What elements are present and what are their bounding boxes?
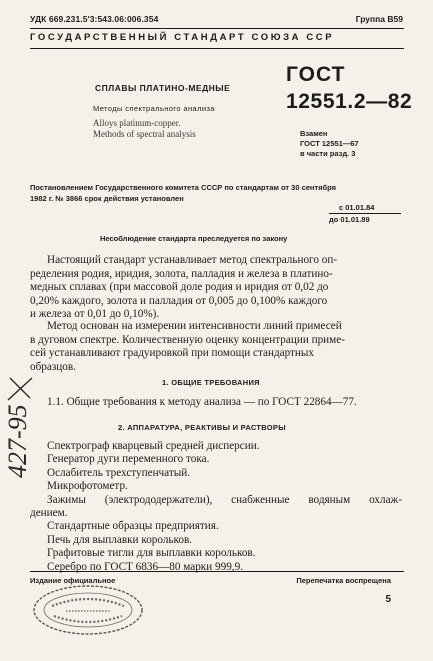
intro-p2-line2: в дуговом спектре. Количественную оценку концентрации приме- [30,333,345,346]
list-item: Серебро по ГОСТ 6836—80 марки 999,9. [47,560,243,573]
intro-p1-line5: и железа от 0,01 до 0,10%). [30,308,160,320]
validity-dates [329,202,401,225]
noncompliance-notice: Несоблюдение стандарта преследуется по закону [100,234,288,243]
title-en [93,118,196,140]
list-item: Графитовые тигли для выплавки корольков. [47,547,256,560]
list-item: Ослабитель трехступенчатый. [47,466,191,479]
edition-note: Издание официальное [30,576,116,585]
decree-line2: 1982 г. № 3866 срок действия установлен [30,194,184,203]
list-item: Микрофотометр. [47,480,128,493]
section-1-heading: 1. ОБЩИЕ ТРЕБОВАНИЯ [162,378,260,387]
date-from: с 01.01.84 [339,203,375,212]
intro-p1-line2: ределения родия, иридия, золота, палладия и железа в платино- [30,267,333,280]
udk-code: УДК 669.231.5'3:543.06:006.354 [30,14,159,24]
decree-text [30,182,402,204]
list-item: Печь для выплавки корольков. [47,533,193,546]
date-to: до 01.01.89 [329,215,370,224]
section-1-item: 1.1. Общие требования к методу анализа — по ГОСТ 22864—77. [47,396,357,408]
intro-paragraph-1 [30,254,402,322]
group-code: Группа В59 [355,14,403,24]
intro-p1-line3: медных сплавах (при массовой доле родия и иридия от 0,02 до [30,281,329,293]
list-item: Спектрограф кварцевый средней дисперсии. [47,440,260,452]
replacement-line1: Взамен [300,129,328,138]
intro-p1-line4: 0,20% каждого, золота и палладия от 0,005 до 0,100% каждого [30,294,328,307]
header-rule-bottom [30,48,404,49]
title-en-line1: Alloys platinum-copper. [93,118,181,128]
replacement-line2: ГОСТ 12551—67 [300,139,359,148]
intro-p2-line4: образцов. [30,360,76,373]
list-item: Генератор дуги переменного тока. [47,453,210,466]
intro-p2-line3: сей устанавливают градуировкой при помощи стандартных [30,347,315,359]
intro-paragraph-2 [30,320,402,374]
standard-line: ГОСУДАРСТВЕННЫЙ СТАНДАРТ СОЮЗА ССР [30,32,335,43]
decree-line1: Постановлением Государственного комитета СССР по стандартам от 30 сентября [30,183,337,192]
page-number: 5 [385,594,391,605]
header-rule-top [30,28,404,29]
title-ru-main: СПЛАВЫ ПЛАТИНО-МЕДНЫЕ [95,83,231,93]
replacement-line3: в части разд. 3 [300,149,356,158]
library-stamp [32,584,144,636]
gost-label: ГОСТ [286,63,346,86]
list-item: Стандартные образцы предприятия. [47,520,219,533]
footer-rule [30,571,404,572]
intro-p2-line1: Метод основан на измерении интенсивности линий примесей [47,320,342,332]
replacement-note [300,129,359,159]
handwritten-mark [2,338,36,488]
section-2-heading: 2. АППАРАТУРА, РЕАКТИВЫ И РАСТВОРЫ [118,423,286,432]
list-item: Зажимы (электрододержатели), снабженные водяным охлаж- [47,493,402,506]
intro-p1-line1: Настоящий стандарт устанавливает метод спектрального оп- [47,254,338,266]
gost-number: 12551.2—82 [286,90,413,113]
section-2-list [30,440,402,574]
title-en-line2: Methods of spectral analysis [93,129,196,139]
handwritten-mark-text: 427-95 [3,404,32,478]
list-item: дением. [30,507,68,520]
title-ru-sub: Методы спектрального анализа [93,104,215,113]
reprint-note: Перепечатка воспрещена [296,576,391,585]
